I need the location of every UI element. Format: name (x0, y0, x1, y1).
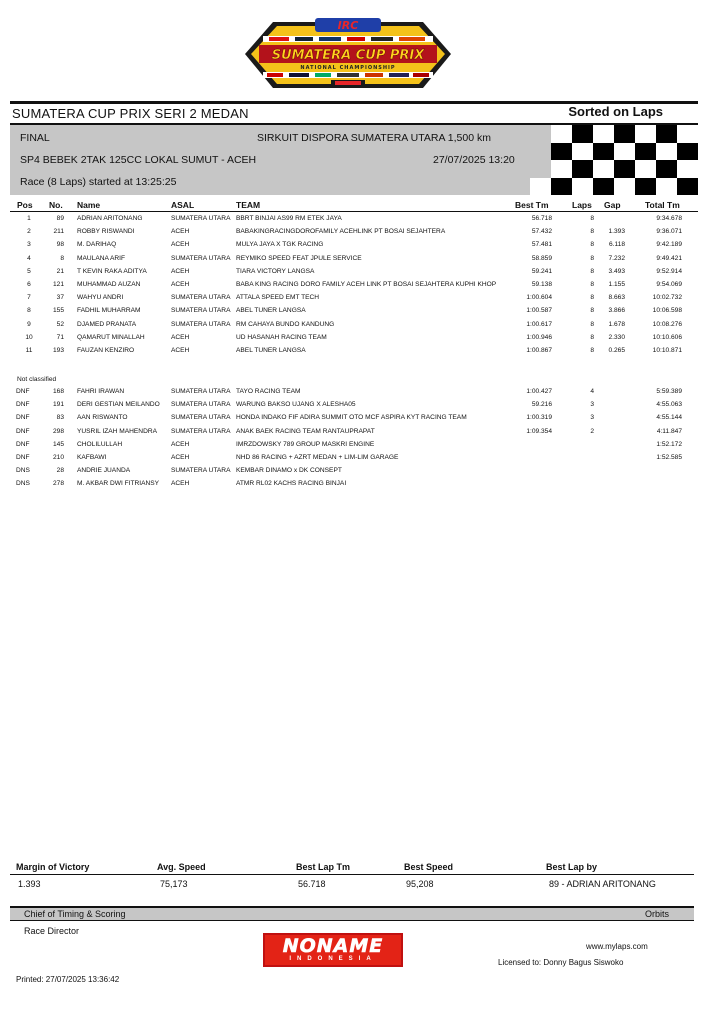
checker-cell (635, 178, 656, 196)
checker-cell (551, 143, 572, 161)
cell-pos: DNS (16, 467, 30, 475)
cell-total: 10:02.732 (652, 294, 682, 302)
cell-pos: 3 (27, 241, 31, 249)
logo-brand: IRC (337, 19, 359, 32)
cell-best: 57.481 (531, 241, 552, 249)
cell-pos: 4 (27, 254, 31, 262)
cell-pos: 9 (27, 320, 31, 328)
sponsor-logo (263, 933, 403, 967)
table-row (0, 213, 719, 226)
cell-best: 1:00.319 (526, 414, 552, 422)
cell-best: 59.216 (531, 401, 552, 409)
checker-cell (677, 178, 698, 196)
cell-asal: ACEH (171, 480, 190, 488)
mylaps-website: www.mylaps.com (586, 942, 648, 951)
cell-asal: ACEH (171, 228, 190, 236)
cell-pos: DNF (16, 427, 30, 435)
checker-cell (593, 178, 614, 196)
best-speed-value: 95,208 (406, 879, 434, 889)
cell-gap: 7.232 (608, 254, 625, 262)
orbits-label: Orbits (644, 909, 669, 919)
cell-best: 57.432 (531, 228, 552, 236)
cell-name: KAFBAWI (77, 453, 107, 461)
race-info: Race (8 Laps) started at 13:25:25 (20, 176, 177, 188)
cell-name: FAUZAN KENZIRO (77, 346, 135, 354)
cell-laps: 8 (590, 280, 594, 288)
cell-pos: 7 (27, 294, 31, 302)
checker-cell (551, 178, 572, 196)
logo-title: SUMATERA CUP PRIX (271, 48, 425, 63)
cell-team: TAYO RACING TEAM (236, 388, 301, 395)
cell-team: RM CAHAYA BUNDO KANDUNG (236, 320, 335, 328)
cell-pos: 10 (25, 333, 33, 341)
checker-cell (635, 143, 656, 161)
table-row (0, 426, 719, 439)
cell-best: 58.859 (531, 254, 552, 262)
cell-name: QAMARUT MINALLAH (77, 333, 145, 341)
cell-gap: 1.155 (608, 280, 625, 288)
cell-total: 4:55.144 (656, 414, 682, 422)
cell-no: 168 (52, 388, 64, 395)
cell-laps: 8 (590, 320, 594, 328)
best-lap-by-value: 89 - ADRIAN ARITONANG (549, 879, 656, 889)
cell-laps: 8 (590, 215, 594, 222)
cell-team: BABA KING RACING DORO FAMILY ACEH LINK PT BOSAI SEJAHTERA KUPHI KHOP (236, 280, 497, 288)
checker-cell (614, 160, 635, 178)
cell-no: 298 (52, 427, 64, 435)
cell-pos: DNF (16, 401, 30, 409)
sort-label: Sorted on Laps (568, 104, 663, 119)
cell-name: ROBBY RISWANDI (77, 228, 135, 236)
col-team: TEAM (236, 200, 261, 210)
table-row (0, 253, 719, 266)
cell-asal: ACEH (171, 333, 190, 341)
cell-no: 191 (52, 401, 64, 409)
checker-cell (677, 125, 698, 143)
table-row (0, 399, 719, 412)
best-lap-by-label: Best Lap by (546, 862, 598, 872)
cell-gap: 1.393 (608, 228, 625, 236)
cell-laps: 8 (590, 228, 594, 236)
cell-name: DJAMED PRANATA (77, 320, 137, 328)
sponsor-logo-main: NONAME (282, 935, 384, 957)
table-row (0, 465, 719, 478)
checker-cell (572, 143, 593, 161)
cell-laps: 8 (590, 333, 594, 341)
cell-gap: 2.330 (608, 333, 625, 341)
cell-laps: 8 (590, 267, 594, 275)
table-row (0, 319, 719, 332)
col-no: No. (49, 200, 63, 210)
printed-timestamp: Printed: 27/07/2025 13:36:42 (16, 975, 120, 984)
cell-pos: DNS (16, 480, 30, 488)
not-classified-table (0, 386, 719, 492)
cell-pos: 6 (27, 280, 31, 288)
cell-team: ATMR RL02 KACHS RACING BINJAI (236, 480, 347, 488)
cell-best: 1:00.587 (526, 307, 552, 315)
cell-no: 98 (56, 241, 64, 249)
not-classified-label: Not classified (17, 376, 57, 383)
table-row (0, 239, 719, 252)
cell-asal: ACEH (171, 346, 190, 354)
cell-asal: SUMATERA UTARA (171, 388, 231, 395)
cell-name: YUSRIL IZAH MAHENDRA (77, 427, 157, 435)
cell-asal: ACEH (171, 241, 190, 249)
table-row (0, 452, 719, 465)
avg-speed-label: Avg. Speed (157, 862, 206, 872)
cell-team: IMRZDOWSKY 789 GROUP MASKRI ENGINE (236, 440, 375, 448)
event-logo (243, 16, 453, 92)
cell-laps: 2 (590, 427, 594, 435)
cell-no: 83 (56, 414, 64, 422)
cell-best: 1:00.427 (526, 388, 552, 395)
cell-no: 211 (53, 228, 64, 236)
col-best: Best Tm (515, 200, 549, 210)
cell-no: 155 (52, 307, 64, 315)
table-row (0, 439, 719, 452)
cell-team: HONDA INDAKO FIF ADIRA SUMMIT OTO MCF ASPIRA KYT RACING TEAM (236, 414, 467, 422)
session-datetime: 27/07/2025 13:20 (433, 154, 515, 166)
cell-no: 145 (52, 440, 64, 448)
cell-name: ADRIAN ARITONANG (77, 215, 143, 222)
cell-gap: 8.663 (608, 294, 625, 302)
checker-cell (593, 143, 614, 161)
checker-cell (530, 143, 551, 161)
chief-of-timing-label: Chief of Timing & Scoring (24, 909, 126, 919)
cell-gap: 3.493 (608, 267, 625, 275)
cell-team: NHD 86 RACING + AZRT MEDAN + LIM-LIM GARAGE (236, 453, 399, 461)
table-row (0, 266, 719, 279)
cell-team: ANAK BAEK RACING TEAM RANTAUPRAPAT (236, 427, 375, 435)
cell-no: 37 (56, 294, 64, 302)
class-name: SP4 BEBEK 2TAK 125CC LOKAL SUMUT - ACEH (20, 154, 257, 166)
cell-total: 9:42.189 (656, 241, 682, 249)
cell-asal: SUMATERA UTARA (171, 307, 231, 315)
cell-asal: ACEH (171, 280, 190, 288)
checker-cell (572, 125, 593, 143)
checker-cell (677, 143, 698, 161)
cell-team: BBRT BINJAI AS99 RM ETEK JAYA (236, 215, 342, 222)
cell-laps: 8 (590, 254, 594, 262)
cell-team: ABEL TUNER LANGSA (236, 307, 306, 315)
checker-cell (551, 125, 572, 143)
margin-label: Margin of Victory (16, 862, 90, 872)
cell-name: M. DARIHAQ (77, 241, 117, 249)
cell-name: MUHAMMAD AUZAN (77, 280, 141, 288)
cell-no: 193 (52, 346, 64, 354)
cell-team: BABAKINGRACINGDOROFAMILY ACEHLINK PT BOSAI SEJAHTERA (236, 228, 446, 236)
cell-gap: 3.866 (608, 307, 625, 315)
cell-name: MAULANA ARIF (77, 254, 126, 262)
cell-team: REYMIKO SPEED FEAT JPULE SERVICE (236, 254, 362, 262)
best-lap-value: 56.718 (298, 879, 326, 889)
cell-no: 28 (56, 467, 64, 475)
cell-laps: 4 (590, 388, 594, 395)
cell-pos: 5 (27, 267, 31, 275)
cell-asal: ACEH (171, 453, 190, 461)
cell-asal: ACEH (171, 267, 190, 275)
cell-team: TIARA VICTORY LANGSA (236, 267, 315, 275)
cell-laps: 8 (590, 294, 594, 302)
cell-laps: 8 (590, 307, 594, 315)
cell-pos: DNF (16, 414, 30, 422)
table-row (0, 412, 719, 425)
checker-cell (656, 143, 677, 161)
checker-cell (551, 160, 572, 178)
table-row (0, 332, 719, 345)
checker-cell (530, 178, 551, 196)
best-speed-label: Best Speed (404, 862, 454, 872)
col-total: Total Tm (645, 200, 680, 210)
cell-asal: SUMATERA UTARA (171, 467, 231, 475)
checker-cell (593, 125, 614, 143)
cell-best: 1:09.354 (526, 427, 552, 435)
cell-pos: DNF (16, 388, 30, 395)
cell-gap: 6.118 (608, 241, 625, 249)
cell-total: 10:10.606 (652, 333, 682, 341)
cell-total: 9:34.678 (656, 215, 682, 222)
checker-cell (614, 143, 635, 161)
cell-no: 52 (56, 320, 64, 328)
cell-asal: SUMATERA UTARA (171, 401, 231, 409)
cell-total: 4:11.847 (656, 427, 682, 435)
checkered-flag-icon (530, 125, 698, 195)
table-row (0, 226, 719, 239)
cell-asal: ACEH (171, 440, 190, 448)
cell-no: 210 (52, 453, 64, 461)
session-name: FINAL (20, 132, 50, 144)
cell-total: 10:10.871 (652, 346, 682, 354)
cell-no: 121 (52, 280, 64, 288)
cell-best: 59.241 (531, 267, 552, 275)
cell-total: 9:54.069 (656, 280, 682, 288)
checker-cell (635, 160, 656, 178)
checker-cell (614, 178, 635, 196)
cell-no: 89 (56, 215, 64, 222)
col-name: Name (77, 200, 101, 210)
cell-laps: 8 (590, 346, 594, 354)
checker-cell (614, 125, 635, 143)
event-title: SUMATERA CUP PRIX SERI 2 MEDAN (12, 106, 249, 121)
cell-total: 5:59.389 (656, 388, 682, 395)
table-row (0, 345, 719, 358)
cell-name: FADHIL MUHARRAM (77, 307, 141, 315)
table-row (0, 292, 719, 305)
col-gap: Gap (604, 200, 621, 210)
cell-pos: DNF (16, 440, 30, 448)
cell-total: 1:52.172 (656, 440, 682, 448)
race-director-label: Race Director (24, 926, 80, 936)
cell-best: 1:00.617 (526, 320, 552, 328)
table-row (0, 305, 719, 318)
cell-pos: DNF (16, 453, 30, 461)
cell-name: DERI GESTIAN MEILANDO (77, 401, 160, 409)
cell-best: 59.138 (531, 280, 552, 288)
cell-laps: 3 (590, 414, 594, 422)
summary-rule (10, 874, 694, 875)
cell-gap: 1.678 (608, 320, 625, 328)
cell-name: FAHRI IRAWAN (77, 388, 125, 395)
cell-best: 1:00.604 (526, 294, 552, 302)
cell-total: 9:36.071 (656, 228, 682, 236)
cell-team: WARUNG BAKSO UJANG X ALESHA05 (236, 401, 356, 409)
checker-cell (572, 160, 593, 178)
cell-pos: 11 (25, 346, 33, 354)
cell-best: 1:00.867 (526, 346, 552, 354)
table-row (0, 386, 719, 399)
cell-team: ATTALA SPEED EMT TECH (236, 294, 320, 302)
cell-pos: 2 (27, 228, 31, 236)
cell-total: 9:49.421 (656, 254, 682, 262)
cell-asal: SUMATERA UTARA (171, 414, 231, 422)
checker-cell (530, 160, 551, 178)
cell-team: KEMBAR DINAMO x DK CONSEPT (236, 467, 342, 475)
best-lap-label: Best Lap Tm (296, 862, 351, 872)
cell-pos: 1 (27, 215, 31, 222)
cell-no: 278 (52, 480, 64, 488)
table-row (0, 279, 719, 292)
cell-total: 10:06.598 (652, 307, 682, 315)
cell-total: 9:52.914 (656, 267, 682, 275)
cell-asal: SUMATERA UTARA (171, 254, 231, 262)
cell-asal: SUMATERA UTARA (171, 427, 231, 435)
table-header-rule (10, 211, 698, 212)
cell-team: UD HASANAH RACING TEAM (236, 333, 327, 341)
logo-subtitle: NATIONAL CHAMPIONSHIP (300, 65, 396, 71)
cell-name: ANDRIE JUANDA (77, 467, 131, 475)
cell-name: CHOLILULLAH (77, 440, 123, 448)
cell-asal: SUMATERA UTARA (171, 320, 231, 328)
avg-speed-value: 75,173 (160, 879, 188, 889)
cell-total: 4:55.063 (656, 401, 682, 409)
col-asal: ASAL (171, 200, 195, 210)
cell-total: 10:08.276 (652, 320, 682, 328)
sponsor-logo-sub: INDONESIA (289, 956, 377, 962)
cell-asal: SUMATERA UTARA (171, 294, 231, 302)
col-laps: Laps (572, 200, 592, 210)
checker-cell (593, 160, 614, 178)
results-table (0, 213, 719, 358)
cell-asal: SUMATERA UTARA (171, 215, 231, 222)
cell-best: 56.718 (531, 215, 552, 222)
col-pos: Pos (17, 200, 33, 210)
cell-no: 8 (60, 254, 64, 262)
checker-cell (656, 160, 677, 178)
checker-cell (656, 178, 677, 196)
checker-cell (656, 125, 677, 143)
cell-team: MULYA JAYA X TGK RACING (236, 241, 324, 249)
cell-name: T KEVIN RAKA ADITYA (77, 267, 147, 275)
cell-name: WAHYU ANDRI (77, 294, 124, 302)
cell-no: 21 (56, 267, 64, 275)
checker-cell (677, 160, 698, 178)
table-row (0, 478, 719, 491)
margin-value: 1.393 (18, 879, 41, 889)
cell-pos: 8 (27, 307, 31, 315)
cell-no: 71 (56, 333, 64, 341)
checker-cell (572, 178, 593, 196)
checker-cell (530, 125, 551, 143)
checker-cell (635, 125, 656, 143)
cell-laps: 3 (590, 401, 594, 409)
cell-best: 1:00.946 (526, 333, 552, 341)
licensed-to: Licensed to: Donny Bagus Siswoko (498, 958, 624, 967)
cell-name: M. AKBAR DWI FITRIANSY (77, 480, 160, 488)
cell-gap: 0.265 (608, 346, 625, 354)
cell-team: ABEL TUNER LANGSA (236, 346, 306, 354)
cell-total: 1:52.585 (656, 453, 682, 461)
cell-name: AAN RISWANTO (77, 414, 128, 422)
circuit-name: SIRKUIT DISPORA SUMATERA UTARA 1,500 km (257, 132, 491, 144)
cell-laps: 8 (590, 241, 594, 249)
